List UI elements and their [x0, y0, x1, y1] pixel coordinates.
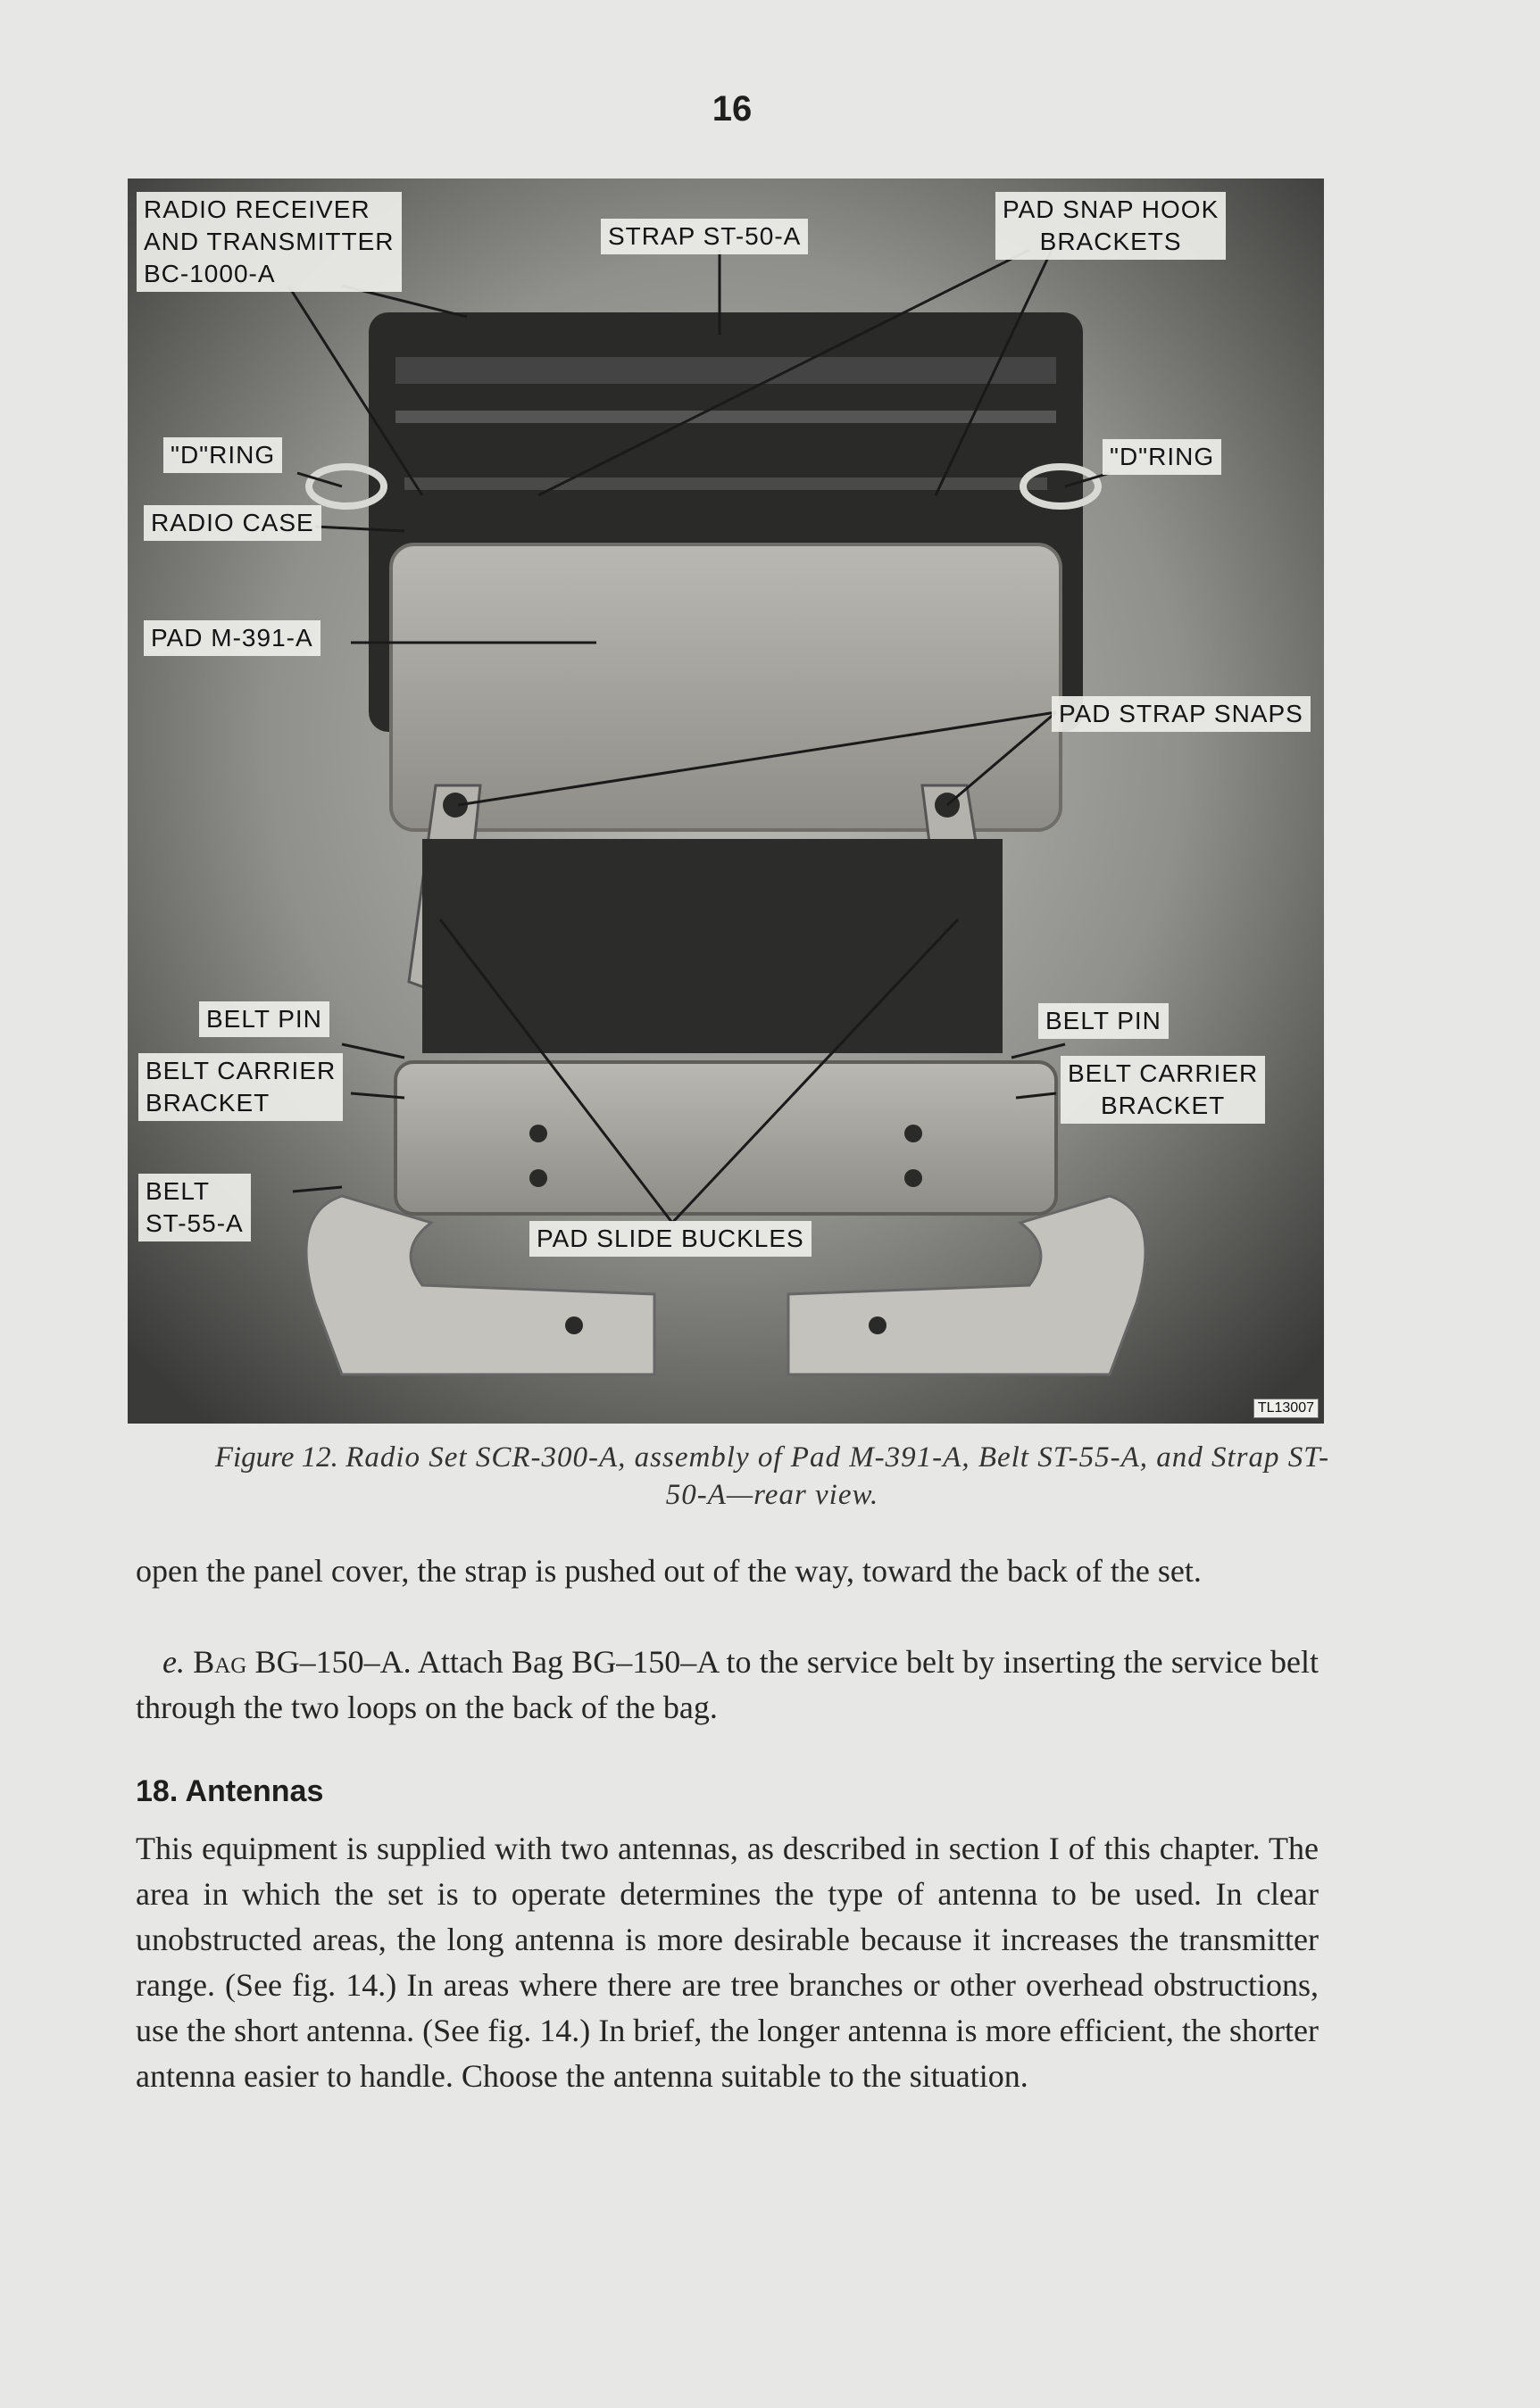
paragraph-bag-title: Bag BG–150–A. — [193, 1644, 412, 1680]
callout-belt-pin-right: BELT PIN — [1038, 1003, 1169, 1039]
callout-pad-slide-buckles: PAD SLIDE BUCKLES — [529, 1221, 812, 1257]
plate-id: TL13007 — [1253, 1399, 1319, 1418]
figure-caption — [196, 1439, 1348, 1514]
callout-pad-snap-hook-brackets: PAD SNAP HOOK BRACKETS — [995, 192, 1226, 260]
caption-text: Radio Set SCR-300-A, assembly of Pad M-391-A, Belt ST-55-A, and Strap ST-50-A—rear view. — [345, 1441, 1330, 1511]
section-heading: 18. Antennas — [136, 1774, 324, 1808]
callout-radio-receiver: RADIO RECEIVER AND TRANSMITTER BC-1000-A — [137, 192, 402, 292]
callout-belt-carrier-right: BELT CARRIER BRACKET — [1061, 1056, 1265, 1124]
callout-radio-case: RADIO CASE — [144, 505, 321, 541]
figure-photo — [128, 179, 1324, 1424]
callout-pad-strap-snaps: PAD STRAP SNAPS — [1052, 696, 1311, 732]
callout-d-ring-left: "D"RING — [163, 437, 282, 473]
callout-d-ring-right: "D"RING — [1103, 439, 1221, 475]
paragraph-bag-body: Attach Bag BG–150–A to the service belt by inserting the service belt through the two loops on the back of the bag. — [136, 1644, 1319, 1725]
paragraph-continuation: open the panel cover, the strap is pushed out of the way, toward the back of the set. — [136, 1553, 1202, 1589]
paragraph-antennas: This equipment is supplied with two antennas, as described in section I of this chapter. The area in which the set is to operate determines the type of antenna to be used. In clear unobstructed areas, the long antenna is more desirable because it increases the transmitter range. (See fig. 14.) In areas where there are tree branches or other overhead obstructions, use the short antenna. (See fig. 14.) In brief, the longer antenna is more efficient, the shorter antenna easier to handle. Choose the antenna suitable to the situation. — [136, 1831, 1319, 2094]
callout-belt-carrier-left: BELT CARRIER BRACKET — [138, 1053, 343, 1121]
page-number: 16 — [712, 89, 753, 129]
caption-label: Figure 12. — [214, 1441, 338, 1474]
callout-belt: BELT ST-55-A — [138, 1174, 251, 1241]
paragraph-bag-label: e. — [162, 1644, 185, 1680]
paragraph-bag — [136, 1640, 1319, 1731]
callout-pad: PAD M-391-A — [144, 620, 320, 656]
callout-strap: STRAP ST-50-A — [601, 219, 808, 254]
callout-belt-pin-left: BELT PIN — [199, 1001, 329, 1037]
